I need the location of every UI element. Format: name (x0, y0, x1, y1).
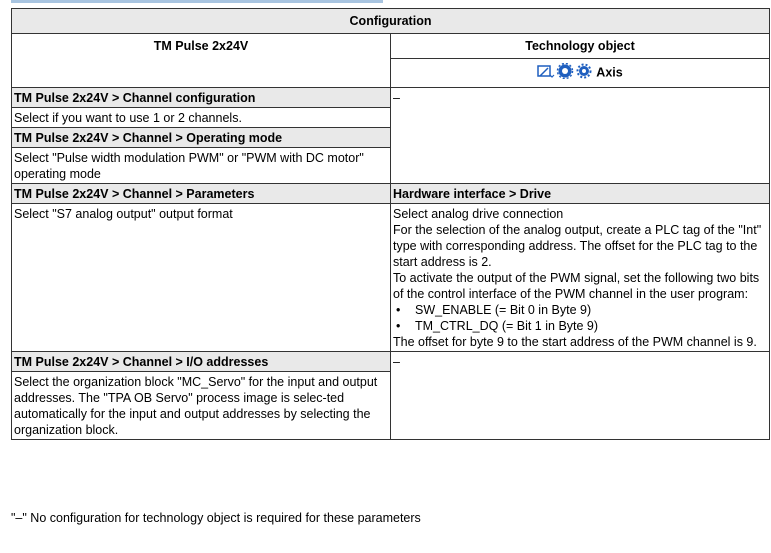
section-operating-mode-heading: TM Pulse 2x24V > Channel > Operating mode (12, 128, 391, 148)
section-channel-configuration-heading: TM Pulse 2x24V > Channel configuration (12, 88, 391, 108)
axis-label: Axis (596, 65, 623, 80)
list-item: • TM_CTRL_DQ (= Bit 1 in Byte 9) (393, 318, 767, 334)
axis-cog-icon (578, 65, 591, 78)
hw-line: For the selection of the analog output, create a PLC tag of the "Int" type with corresponding address. The offset for the PLC tag to the start address is 2. (393, 223, 762, 269)
technology-object-cell (391, 59, 770, 88)
table-title: Configuration (12, 9, 770, 34)
column-header-module: TM Pulse 2x24V (12, 34, 391, 88)
footnote: "–" No configuration for technology object is required for these parameters (11, 511, 421, 525)
section-parameters-heading: TM Pulse 2x24V > Channel > Parameters (12, 184, 391, 204)
section-channel-configuration-right: – (391, 88, 770, 184)
control-bits-list (393, 302, 767, 334)
hw-line: To activate the output of the PWM signal, set the following two bits of the control interface of the PWM channel in the user program: (393, 271, 760, 301)
configuration-table (11, 8, 770, 440)
section-io-addresses-right: – (391, 352, 770, 440)
column-header-technology: Technology object (391, 34, 770, 59)
axis-icons (537, 63, 593, 83)
hw-line: Select analog drive connection (393, 207, 564, 221)
section-parameters-body: Select "S7 analog output" output format (12, 204, 391, 352)
list-item: • SW_ENABLE (= Bit 0 in Byte 9) (393, 302, 767, 318)
axis-gear-icon (558, 64, 573, 79)
section-io-addresses-heading: TM Pulse 2x24V > Channel > I/O addresses (12, 352, 391, 372)
section-hardware-interface-body (391, 204, 770, 352)
hw-line: The offset for byte 9 to the start address of the PWM channel is 9. (393, 335, 757, 349)
section-channel-configuration-body: Select if you want to use 1 or 2 channels. (12, 108, 391, 128)
section-hardware-interface-heading: Hardware interface > Drive (391, 184, 770, 204)
top-accent-bar (11, 0, 383, 3)
axis-drive-icon (538, 66, 554, 77)
section-io-addresses-body: Select the organization block "MC_Servo" for the input and output addresses. The "TPA OB Servo" process image is selec-ted automatically for the input and output addresses by selecting the organization block. (12, 372, 391, 440)
section-operating-mode-body: Select "Pulse width modulation PWM" or "PWM with DC motor" operating mode (12, 148, 391, 184)
